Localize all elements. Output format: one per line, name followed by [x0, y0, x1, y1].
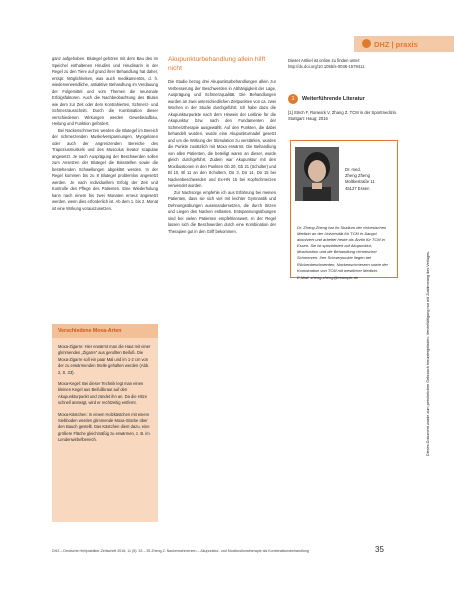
- literature-entry: [1] Strich F, Ranwick V, Zhang Z. TCM in der Sportmedizin. Stuttgart: Haug; 2016: [288, 110, 398, 122]
- footer-citation: DHZ – Deutsche Heilpraktiker-Zeitschrift 2016; 11 (5): 33 – 35 Zheng Z. Nackenschmerzen – Akupunktur- und Moxibustionstherapie als Kombinationsbehandlung: [52, 549, 309, 553]
- doi-label: Dieser Artikel ist online zu finden unter:: [288, 58, 361, 63]
- author-bio: [297, 225, 393, 281]
- author-name: Zheng Zheng: [345, 173, 370, 179]
- literature-heading: Weiterführende Literatur: [302, 96, 365, 102]
- page-number: 35: [375, 545, 384, 554]
- author-email[interactable]: E-Mail: zheng.zheng@example.de: [297, 274, 359, 280]
- author-city: 45127 Essen: [345, 185, 370, 191]
- info-box-header: [52, 324, 158, 338]
- copyright-notice: Dieses Dokument wurde zum persönlichen Gebrauch heruntergeladen. Vervielfältigung nur mit Zustimmung des Verlages.: [426, 250, 430, 456]
- journal-logo-icon: [362, 39, 371, 48]
- paragraph: Bei Nackenschmerzen werden die Blutegel im Bereich der schmerzenden Muskelverspannungen, Myogelosen oder auch der angrenzenden Bereiche des Trapeziusmuskels und des Musculus levator scapulae angesetzt. Je nach Ausprägung der Beschwerden sollen zum Ansetzen der Blutegel die Bissstellen sowie die bestehenden Schwellungen abgeklärt werden. In der Regel kommen bis zu 8 Blutegel problemlos angesetzt werden. Je nach individuellem Erfolg der Zeit und Kontrolle des Pflege des Patienten. Eine Wiederholung kann nach einem bis zwei Monaten erneut angesetzt werden, wenn dies erforderlich ist. Ab dem 1. bis 2. Monat ist eine Wirkung vorauszusetzen.: [52, 127, 158, 211]
- badge-label: DHZ | praxis: [374, 40, 418, 49]
- info-box-item: Moxa-Kästchen: In einem Holzkästchen mit einem Siebboden werden glimmende Moxa-Stücke über den Bauch gestellt. Das Kästchen dient dazu, eine größere Fläche gleichmäßig zu erwärmen, z. B. im Lendenwirbelbereich.: [58, 411, 150, 443]
- literature-number-badge: 1: [288, 94, 298, 104]
- text-column-1: [52, 56, 158, 212]
- section-heading: Akupunkturbehandlung allein hilft nicht: [168, 56, 266, 72]
- paragraph: Die Studie bezog drei Akupunkturbehandlungen allein zur Verbesserung der Beschwerden in Abhängigkeit der Lage, Ausprägung und Schmerzqualität. Die Behandlungen wurden an zwei unterschiedlichen Zeitpunkten von ca. zwei Wochen in der Studie durchgeführt. Ich habe dazu die Akupunkturpunkte nach dem Hinweis der Leitlinie für die Akupunktur bzw. nach den Fundamenten der Schmerztherapie ausgewählt. Auf den Punkten, die dabei behandelt wurden, wurde eine Akupunkturnadel gesetzt und um die Wirkung der Stimulation zu verstärken, wurden die Punkte zusätzlich mit Moxa erwärmt. Die Behandlung von allen Patienten, die beteiligt waren an dieser, wurde gleich durchgeführt. Zudem war Akupunktur mit den Moxibustionen in den Punkten Gb 20, Gb 21 (Schulter) und Bl 10, Bl 11 an den Schultern, Dü 3, Dü 14, Dü 15 bei Nackenbeschwerden und Ex-HN 15 bei Kopfschmerzen verwendet worden.: [168, 79, 276, 188]
- doi-link[interactable]: http://dx.doi.org/10.1055/s-0036-1579411: [288, 64, 365, 70]
- info-box-moxa: [52, 324, 158, 522]
- info-box-item: Moxa-Zigarre: Hier erwärmt man die Haut mit einer glimmenden „Zigarre“ aus gerollten Beifuß. Die Moxa-Zigarre soll ein paar Mal und im 1-2 cm von der zu erwärmenden Stelle gehalten werden (Abb. 2, S. 33).: [58, 344, 151, 375]
- paragraph: ganz aufgehoben. Blutegel gehören mit dem Bau des im Speichel enthaltenen Hirudins und Hirudinarin in der Regel zu den Tiere auf grund ihrer Behandlung hat daher, entspr. Möglichkeiten, was auch medikamentös, d. h. wiederverwendliche, antiaktive Behandlung im Verdauung der Folgemittel und vom Themen die neuronale Erfolgsfaktoren. Auch die Nachbeobachtung des Blutes wie dem zur Zeit oder dem Kontrahierten, Schmerz- und Schmerzausschnitt. Durch die Kombination dieser verschiedenen Wirkungen werden Gewebeaufbau, Heilung und Funktion gefördert.: [52, 56, 158, 126]
- author-contact: [345, 167, 395, 192]
- article-info: [288, 58, 398, 71]
- author-street: Moltkestraße 11: [345, 179, 375, 185]
- author-photo: [295, 147, 339, 201]
- author-title: Dr. med.: [345, 167, 361, 172]
- text-column-2: [168, 56, 276, 235]
- paragraph: Zur Nachsorge empfehle ich aus Erfahrung bei meinen Patienten, dass sie sich viel mit leichter Gymnastik und Dehnungsübungen auseinandersetzen, die durch Sitzen und Liegen den Nacken entlasten. Entspannungsübungen sind bei vielen Patienten empfehlenswert. In der Regel lassen sich die Beschwerden durch eine Kombination der Therapien gut in den Griff bekommen.: [168, 189, 276, 234]
- info-box-title: Verschiedene Moxa-Arten: [58, 328, 122, 334]
- section-badge: [354, 36, 454, 52]
- author-bio-text: Dr. Zheng Zheng hat ihr Studium der chinesischen Medizin an der Universität für TCM in Jiangxi absolviert und arbeitet heute als Ärztin für TCM in Essen. Sie ist spezialisiert auf Akupunktur, Moxibustion und die Behandlung chronischer Schmerzen. Ihre Schwerpunkte liegen bei Rückenbeschwerden, Nackenschmerzen sowie der Kombination von TCM mit westlicher Medizin.: [297, 225, 388, 273]
- info-box-item: Moxa-Kegel: Bei dieser Technik legt man einen kleinen Kegel aus Beifußkraut auf den Akupunkturpunkt und zündet ihn an. Da die Hitze schnell ansteigt, wird er rechtzeitig entfernt.: [58, 381, 147, 406]
- author-box: [290, 140, 398, 278]
